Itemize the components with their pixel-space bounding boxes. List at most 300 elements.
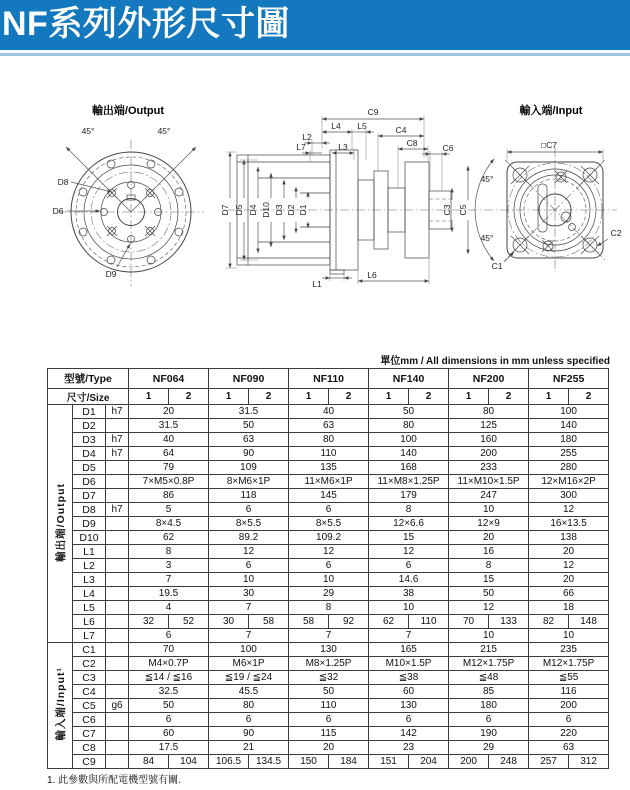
value-cell: 142	[369, 727, 449, 741]
value-cell: 110	[409, 615, 449, 629]
value-cell: 4	[129, 601, 209, 615]
footnote: 1. 此參數與所配電機型號有關.	[47, 775, 181, 786]
sub-col-header-cell: 1	[289, 389, 329, 405]
value-cell: 115	[289, 727, 369, 741]
group-label: 輸出端/Output	[54, 482, 67, 562]
value-cell: 6	[449, 713, 529, 727]
table-row	[48, 699, 609, 713]
d3-label: D3	[274, 204, 284, 216]
model-header-cell: NF090	[209, 369, 289, 389]
value-cell: 110	[289, 699, 369, 713]
d1-label: D1	[298, 204, 308, 216]
value-cell: 109.2	[289, 531, 369, 545]
unit-note: 單位mm / All dimensions in mm unless specified	[380, 356, 610, 367]
value-cell: 100	[529, 405, 609, 419]
tolerance-cell	[106, 489, 129, 503]
value-cell: 220	[529, 727, 609, 741]
row-name-cell: L7	[73, 629, 106, 643]
group-label-cell	[48, 405, 73, 643]
value-cell: 106.5	[209, 755, 249, 769]
value-cell: 7	[289, 629, 369, 643]
value-cell: 16	[449, 545, 529, 559]
l5-label: L5	[357, 121, 367, 131]
d9-leader	[117, 244, 130, 267]
sub-col-header-cell: 2	[489, 389, 529, 405]
value-cell: 160	[449, 433, 529, 447]
l1-label: L1	[312, 279, 322, 289]
value-cell: 248	[489, 755, 529, 769]
value-cell: 50	[289, 685, 369, 699]
value-cell: 70	[129, 643, 209, 657]
l6-label: L6	[367, 270, 377, 280]
value-cell: 16×13.5	[529, 517, 609, 531]
value-cell: 184	[329, 755, 369, 769]
value-cell: 40	[289, 405, 369, 419]
value-cell: M4×0.7P	[129, 657, 209, 671]
table-header-row	[48, 369, 609, 389]
value-cell: 89.2	[209, 531, 289, 545]
value-cell: 12×M16×2P	[529, 475, 609, 489]
tolerance-cell	[106, 713, 129, 727]
value-cell: 19.5	[129, 587, 209, 601]
row-name-cell: L2	[73, 559, 106, 573]
sub-col-header-cell: 2	[569, 389, 609, 405]
value-cell: 7	[209, 629, 289, 643]
row-name-cell: L5	[73, 601, 106, 615]
value-cell: 90	[209, 727, 289, 741]
value-cell: 17.5	[129, 741, 209, 755]
row-name-cell: L4	[73, 587, 106, 601]
value-cell: 45.5	[209, 685, 289, 699]
value-cell: 151	[369, 755, 409, 769]
value-cell: 12×6.6	[369, 517, 449, 531]
row-name-cell: L1	[73, 545, 106, 559]
tolerance-cell: g6	[106, 699, 129, 713]
tolerance-cell	[106, 615, 129, 629]
d10-label: D10	[261, 202, 271, 218]
value-cell: ≦32	[289, 671, 369, 685]
table-row	[48, 643, 609, 657]
table-row	[48, 419, 609, 433]
value-cell: 130	[369, 699, 449, 713]
table-row	[48, 629, 609, 643]
value-cell: 180	[529, 433, 609, 447]
tolerance-cell	[106, 573, 129, 587]
tolerance-cell	[106, 671, 129, 685]
header-divider	[0, 53, 630, 56]
value-cell: 200	[529, 699, 609, 713]
angle-ray-right	[131, 147, 196, 212]
table-row	[48, 685, 609, 699]
value-cell: 8	[289, 601, 369, 615]
tolerance-cell: h7	[106, 405, 129, 419]
value-cell: 21	[209, 741, 289, 755]
tolerance-cell: h7	[106, 447, 129, 461]
value-cell: 62	[129, 531, 209, 545]
value-cell: 30	[209, 587, 289, 601]
value-cell: 80	[449, 405, 529, 419]
value-cell: 58	[249, 615, 289, 629]
value-cell: 140	[369, 447, 449, 461]
table-row	[48, 657, 609, 671]
tolerance-cell: h7	[106, 433, 129, 447]
row-name-cell: C4	[73, 685, 106, 699]
value-cell: 12	[369, 545, 449, 559]
page-header-banner	[0, 0, 630, 50]
tolerance-cell	[106, 755, 129, 769]
value-cell: 85	[449, 685, 529, 699]
table-row	[48, 559, 609, 573]
value-cell: 6	[369, 559, 449, 573]
value-cell: 18	[529, 601, 609, 615]
tolerance-cell	[106, 629, 129, 643]
row-name-cell: C5	[73, 699, 106, 713]
value-cell: 8	[129, 545, 209, 559]
value-cell: 8×5.5	[289, 517, 369, 531]
row-name-cell: C2	[73, 657, 106, 671]
angle-label-left: 45°	[81, 126, 95, 136]
value-cell: 32.5	[129, 685, 209, 699]
value-cell: 300	[529, 489, 609, 503]
page-title: NF系列外形尺寸圖	[2, 5, 290, 43]
value-cell: 118	[209, 489, 289, 503]
sub-col-header-cell: 1	[449, 389, 489, 405]
table-row	[48, 503, 609, 517]
value-cell: ≦48	[449, 671, 529, 685]
table-row	[48, 517, 609, 531]
row-name-cell: D7	[73, 489, 106, 503]
value-cell: 20	[449, 531, 529, 545]
c9-label: C9	[367, 107, 379, 117]
value-cell: ≦19 / ≦24	[209, 671, 289, 685]
row-name-cell: C7	[73, 727, 106, 741]
value-cell: 12	[529, 559, 609, 573]
angle-ray-left	[66, 147, 131, 212]
d6-label: D6	[52, 206, 64, 216]
row-name-cell: D2	[73, 419, 106, 433]
table-row	[48, 545, 609, 559]
value-cell: 15	[449, 573, 529, 587]
value-cell: 100	[369, 433, 449, 447]
c3-label: C3	[442, 204, 452, 216]
table-row	[48, 755, 609, 769]
table-row	[48, 615, 609, 629]
value-cell: 133	[489, 615, 529, 629]
value-cell: 7	[209, 601, 289, 615]
value-cell: M10×1.5P	[369, 657, 449, 671]
tolerance-cell	[106, 545, 129, 559]
value-cell: 50	[129, 699, 209, 713]
value-cell: 31.5	[129, 419, 209, 433]
value-cell: 86	[129, 489, 209, 503]
value-cell: 63	[529, 741, 609, 755]
value-cell: 12	[529, 503, 609, 517]
value-cell: 6	[209, 503, 289, 517]
row-name-cell: D4	[73, 447, 106, 461]
value-cell: 12×9	[449, 517, 529, 531]
value-cell: 247	[449, 489, 529, 503]
c8-label: C8	[406, 138, 418, 148]
value-cell: 8×M6×1P	[209, 475, 289, 489]
sub-col-header-cell: 1	[209, 389, 249, 405]
dimension-drawings	[0, 85, 630, 350]
row-name-cell: D9	[73, 517, 106, 531]
group-label-cell	[48, 643, 73, 769]
table-row	[48, 713, 609, 727]
output-view-title: 輸出端/Output	[91, 105, 165, 117]
c5-label: C5	[458, 204, 468, 216]
l2-label: L2	[302, 132, 312, 142]
sub-col-header-cell: 1	[529, 389, 569, 405]
value-cell: 6	[209, 713, 289, 727]
value-cell: 15	[369, 531, 449, 545]
tolerance-cell	[106, 685, 129, 699]
table-row	[48, 447, 609, 461]
group-label: 輸入端/Input¹	[54, 667, 67, 741]
c4-label: C4	[395, 125, 407, 135]
value-cell: 233	[449, 461, 529, 475]
value-cell: 215	[449, 643, 529, 657]
tolerance-cell	[106, 531, 129, 545]
tolerance-cell	[106, 475, 129, 489]
value-cell: 8×5.5	[209, 517, 289, 531]
angle-label-top: 45°	[480, 174, 494, 184]
d8-label: D8	[57, 177, 69, 187]
value-cell: 30	[209, 615, 249, 629]
value-cell: 8×4.5	[129, 517, 209, 531]
sub-col-header-cell: 1	[129, 389, 169, 405]
value-cell: 11×M10×1.5P	[449, 475, 529, 489]
value-cell: ≦38	[369, 671, 449, 685]
angle-label-bottom: 45°	[480, 233, 494, 243]
table-row	[48, 727, 609, 741]
small-hole	[569, 224, 576, 231]
value-cell: 50	[449, 587, 529, 601]
value-cell: 100	[209, 643, 289, 657]
l3-label: L3	[338, 142, 348, 152]
value-cell: 63	[209, 433, 289, 447]
value-cell: 257	[529, 755, 569, 769]
sub-col-header-cell: 1	[369, 389, 409, 405]
value-cell: 180	[449, 699, 529, 713]
value-cell: 20	[529, 545, 609, 559]
model-header-cell: NF200	[449, 369, 529, 389]
tolerance-cell: h7	[106, 503, 129, 517]
row-name-cell: C1	[73, 643, 106, 657]
value-cell: 140	[529, 419, 609, 433]
type-header-cell: 型號/Type	[48, 369, 129, 389]
table-row	[48, 489, 609, 503]
row-name-cell: D5	[73, 461, 106, 475]
value-cell: 80	[209, 699, 289, 713]
value-cell: 130	[289, 643, 369, 657]
table-row	[48, 573, 609, 587]
value-cell: 20	[129, 405, 209, 419]
value-cell: 70	[449, 615, 489, 629]
value-cell: 150	[289, 755, 329, 769]
value-cell: 58	[289, 615, 329, 629]
value-cell: 6	[209, 559, 289, 573]
spec-table-head	[48, 369, 609, 405]
c1-label: C1	[491, 261, 503, 271]
l7-label: L7	[296, 142, 306, 152]
row-name-cell: C6	[73, 713, 106, 727]
value-cell: 110	[289, 447, 369, 461]
value-cell: 79	[129, 461, 209, 475]
row-name-cell: C3	[73, 671, 106, 685]
value-cell: 10	[449, 503, 529, 517]
sub-col-header-cell: 2	[249, 389, 289, 405]
value-cell: 138	[529, 531, 609, 545]
table-row	[48, 741, 609, 755]
table-row	[48, 601, 609, 615]
table-row	[48, 461, 609, 475]
value-cell: 6	[129, 629, 209, 643]
row-name-cell: C9	[73, 755, 106, 769]
tolerance-cell	[106, 587, 129, 601]
value-cell: 52	[169, 615, 209, 629]
value-cell: 6	[289, 503, 369, 517]
tolerance-cell	[106, 657, 129, 671]
value-cell: 60	[129, 727, 209, 741]
value-cell: 168	[369, 461, 449, 475]
value-cell: ≦14 / ≦16	[129, 671, 209, 685]
tolerance-cell	[106, 741, 129, 755]
value-cell: 235	[529, 643, 609, 657]
spec-table-body	[48, 405, 609, 769]
value-cell: ≦55	[529, 671, 609, 685]
value-cell: 6	[289, 559, 369, 573]
value-cell: 12	[449, 601, 529, 615]
table-row	[48, 475, 609, 489]
value-cell: 11×M6×1P	[289, 475, 369, 489]
value-cell: 148	[569, 615, 609, 629]
value-cell: 14.6	[369, 573, 449, 587]
size-header-cell: 尺寸/Size	[48, 389, 129, 405]
c6-label: C6	[442, 143, 454, 153]
row-name-cell: L6	[73, 615, 106, 629]
value-cell: 29	[449, 741, 529, 755]
value-cell: 31.5	[209, 405, 289, 419]
row-name-cell: D1	[73, 405, 106, 419]
sub-col-header-cell: 2	[329, 389, 369, 405]
value-cell: 38	[369, 587, 449, 601]
tolerance-cell	[106, 517, 129, 531]
table-row	[48, 531, 609, 545]
value-cell: 50	[209, 419, 289, 433]
value-cell: 40	[129, 433, 209, 447]
value-cell: 200	[449, 447, 529, 461]
value-cell: 80	[369, 419, 449, 433]
table-row	[48, 405, 609, 419]
value-cell: 204	[409, 755, 449, 769]
value-cell: 10	[529, 629, 609, 643]
c7-label: □C7	[541, 140, 557, 150]
value-cell: 179	[369, 489, 449, 503]
value-cell: 6	[369, 713, 449, 727]
side-section-view	[220, 107, 468, 289]
value-cell: 23	[369, 741, 449, 755]
value-cell: 7	[369, 629, 449, 643]
angle-label-right: 45°	[157, 126, 171, 136]
sub-col-header-cell: 2	[169, 389, 209, 405]
table-row	[48, 587, 609, 601]
value-cell: 165	[369, 643, 449, 657]
value-cell: 7	[129, 573, 209, 587]
value-cell: 29	[289, 587, 369, 601]
spec-table	[47, 368, 609, 769]
value-cell: 11×M8×1.25P	[369, 475, 449, 489]
tolerance-cell	[106, 559, 129, 573]
value-cell: 10	[369, 601, 449, 615]
value-cell: 6	[529, 713, 609, 727]
d4-label: D4	[248, 204, 258, 216]
tolerance-cell	[106, 727, 129, 741]
c2-label: C2	[610, 228, 622, 238]
value-cell: 10	[289, 573, 369, 587]
value-cell: 7×M5×0.8P	[129, 475, 209, 489]
model-header-cell: NF110	[289, 369, 369, 389]
value-cell: 66	[529, 587, 609, 601]
value-cell: 134.5	[249, 755, 289, 769]
value-cell: 6	[289, 713, 369, 727]
value-cell: M6×1P	[209, 657, 289, 671]
value-cell: 104	[169, 755, 209, 769]
value-cell: 90	[209, 447, 289, 461]
value-cell: 20	[529, 573, 609, 587]
row-name-cell: D3	[73, 433, 106, 447]
table-subheader-row	[48, 389, 609, 405]
value-cell: 280	[529, 461, 609, 475]
value-cell: 200	[449, 755, 489, 769]
row-name-cell: L3	[73, 573, 106, 587]
value-cell: 135	[289, 461, 369, 475]
value-cell: 109	[209, 461, 289, 475]
input-end-view	[468, 103, 622, 272]
d9-label: D9	[105, 269, 117, 279]
value-cell: 8	[369, 503, 449, 517]
value-cell: 84	[129, 755, 169, 769]
row-name-cell: D10	[73, 531, 106, 545]
d7-label: D7	[220, 204, 230, 216]
table-row	[48, 433, 609, 447]
value-cell: 12	[209, 545, 289, 559]
value-cell: 3	[129, 559, 209, 573]
tolerance-cell	[106, 461, 129, 475]
value-cell: 50	[369, 405, 449, 419]
tolerance-cell	[106, 601, 129, 615]
value-cell: M12×1.75P	[529, 657, 609, 671]
input-view-title: 輸入端/Input	[519, 105, 583, 117]
row-name-cell: D8	[73, 503, 106, 517]
value-cell: 6	[129, 713, 209, 727]
value-cell: 80	[289, 433, 369, 447]
table-row	[48, 671, 609, 685]
value-cell: 312	[569, 755, 609, 769]
value-cell: 20	[289, 741, 369, 755]
value-cell: 62	[369, 615, 409, 629]
sub-col-header-cell: 2	[409, 389, 449, 405]
d2-label: D2	[286, 204, 296, 216]
value-cell: 5	[129, 503, 209, 517]
d5-label: D5	[234, 204, 244, 216]
output-end-view	[53, 103, 204, 286]
row-name-cell: C8	[73, 741, 106, 755]
l4-label: L4	[331, 121, 341, 131]
value-cell: 92	[329, 615, 369, 629]
tolerance-cell	[106, 419, 129, 433]
model-header-cell: NF140	[369, 369, 449, 389]
